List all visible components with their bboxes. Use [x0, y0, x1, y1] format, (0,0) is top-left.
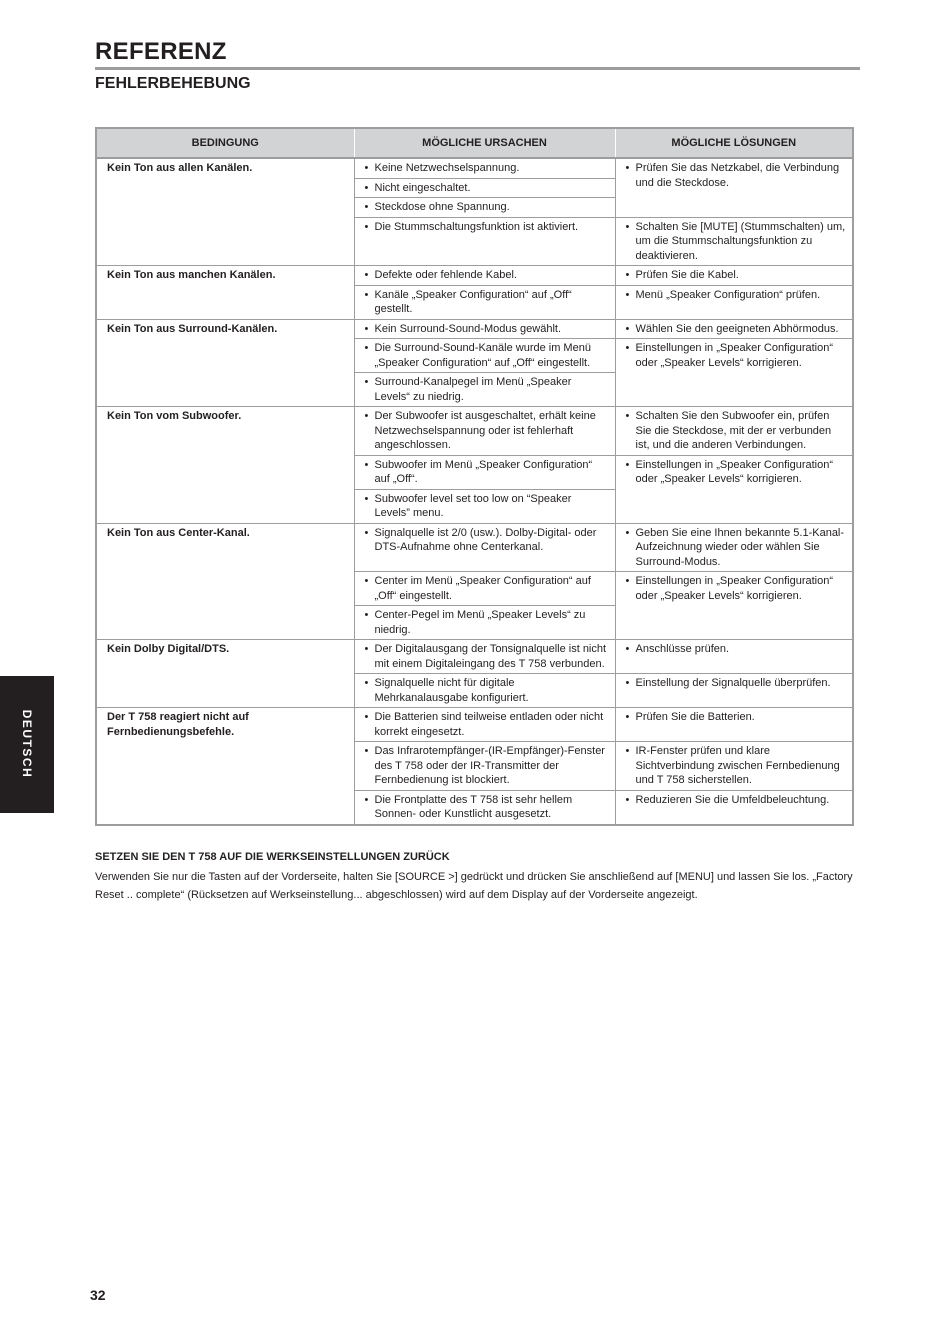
solution-cell: • IR-Fenster prüfen und klare Sichtverbindung zwischen Fernbedienung und T 758 sicherstellen.: [615, 742, 852, 791]
cause-cell: • Center-Pegel im Menü „Speaker Levels“ zu niedrig.: [354, 606, 615, 640]
cause-text: Das Infrarotempfänger-(IR-Empfänger)-Fenster des T 758 oder der IR-Transmitter der Fernbedienung ist blockiert.: [374, 745, 605, 786]
solution-cell: • Menü „Speaker Configuration“ prüfen.: [615, 285, 852, 319]
solution-text: Prüfen Sie die Batterien.: [635, 711, 755, 723]
cause-cell: • Subwoofer level set too low on “Speaker Levels” menu.: [354, 489, 615, 523]
table-header-row: [97, 129, 852, 158]
table-row: [97, 158, 852, 178]
solution-text: Einstellungen in „Speaker Configuration“ oder „Speaker Levels“ korrigieren.: [635, 342, 834, 369]
cause-cell: • Die Stummschaltungsfunktion ist aktiviert.: [354, 217, 615, 266]
cause-cell: • Die Batterien sind teilweise entladen oder nicht korrekt eingesetzt.: [354, 708, 615, 742]
column-header-solutions: MÖGLICHE LÖSUNGEN: [615, 129, 852, 158]
cause-cell: • Nicht eingeschaltet.: [354, 178, 615, 198]
column-header-condition: BEDINGUNG: [97, 129, 354, 158]
solution-text: Einstellung der Signalquelle überprüfen.: [635, 677, 831, 689]
solution-text: Schalten Sie [MUTE] (Stummschalten) um, um die Stummschaltungsfunktion zu deaktivieren.: [635, 220, 846, 262]
reset-heading: SETZEN SIE DEN T 758 AUF DIE WERKSEINSTELLUNGEN ZURÜCK: [95, 851, 450, 863]
condition-cell: Kein Ton aus allen Kanälen.: [97, 158, 354, 266]
cause-text: Nicht eingeschaltet.: [374, 181, 471, 194]
solution-text: Prüfen Sie das Netzkabel, die Verbindung und die Steckdose.: [635, 162, 840, 189]
cause-cell: • Signalquelle ist 2/0 (usw.). Dolby-Digital- oder DTS-Aufnahme ohne Centerkanal.: [354, 523, 615, 572]
cause-cell: • Steckdose ohne Spannung.: [354, 198, 615, 218]
cause-text: Der Digitalausgang der Tonsignalquelle ist nicht mit einem Digitaleingang des T 758 verbunden.: [374, 643, 607, 670]
cause-text: Signalquelle ist 2/0 (usw.). Dolby-Digital- oder DTS-Aufnahme ohne Centerkanal.: [374, 526, 597, 553]
cause-cell: • Die Frontplatte des T 758 ist sehr hellem Sonnen- oder Kunstlicht ausgesetzt.: [354, 790, 615, 824]
cause-text: Center-Pegel im Menü „Speaker Levels“ zu niedrig.: [374, 609, 586, 636]
condition-cell: Kein Ton vom Subwoofer.: [97, 407, 354, 524]
language-tab: [0, 676, 54, 813]
cause-cell: • Center im Menü „Speaker Configuration“ auf „Off“ eingestellt.: [354, 572, 615, 606]
cause-cell: • Surround-Kanalpegel im Menü „Speaker Levels“ zu niedrig.: [354, 373, 615, 407]
cause-text: Subwoofer im Menü „Speaker Configuration“ auf „Off“.: [374, 458, 593, 485]
condition-cell: Kein Ton aus Surround-Kanälen.: [97, 319, 354, 407]
cause-text: Der Subwoofer ist ausgeschaltet, erhält keine Netzwechselspannung oder ist fehlerhaft angeschlossen.: [374, 410, 596, 451]
cause-text: Kanäle „Speaker Configuration“ auf „Off“ gestellt.: [374, 288, 572, 315]
solution-text: Einstellungen in „Speaker Configuration“ oder „Speaker Levels“ korrigieren.: [635, 458, 834, 485]
cause-cell: • Defekte oder fehlende Kabel.: [354, 266, 615, 286]
condition-cell: Kein Ton aus manchen Kanälen.: [97, 266, 354, 320]
solution-text: Einstellungen in „Speaker Configuration“ oder „Speaker Levels“ korrigieren.: [635, 575, 834, 602]
solution-cell: • Wählen Sie den geeigneten Abhörmodus.: [615, 319, 852, 339]
cause-text: Die Surround-Sound-Kanäle wurde im Menü „Speaker Configuration“ auf „Off“ eingestellt.: [374, 342, 591, 369]
cause-text: Subwoofer level set too low on “Speaker Levels” menu.: [374, 492, 572, 519]
solution-text: Menü „Speaker Configuration“ prüfen.: [635, 288, 821, 301]
solution-cell: • Prüfen Sie die Batterien.: [615, 708, 852, 742]
cause-cell: • Die Surround-Sound-Kanäle wurde im Menü „Speaker Configuration“ auf „Off“ eingestellt.: [354, 339, 615, 373]
troubleshooting-table: [95, 127, 854, 826]
section-title: FEHLERBEHEBUNG: [95, 75, 251, 92]
solution-cell: • Schalten Sie [MUTE] (Stummschalten) um, um die Stummschaltungsfunktion zu deaktivieren.: [615, 217, 852, 266]
cause-text: Keine Netzwechselspannung.: [374, 162, 520, 174]
table-row: [97, 640, 852, 674]
cause-text: Die Stummschaltungsfunktion ist aktiviert.: [374, 220, 579, 233]
condition-cell: Kein Dolby Digital/DTS.: [97, 640, 354, 708]
solution-text: Wählen Sie den geeigneten Abhörmodus.: [635, 322, 839, 335]
cause-text: Signalquelle nicht für digitale Mehrkanalausgabe konfiguriert.: [374, 677, 529, 704]
solution-cell: • Prüfen Sie das Netzkabel, die Verbindung und die Steckdose.: [615, 158, 852, 217]
cause-cell: • Der Digitalausgang der Tonsignalquelle ist nicht mit einem Digitaleingang des T 758 verbunden.: [354, 640, 615, 674]
solution-cell: • Einstellungen in „Speaker Configuration“ oder „Speaker Levels“ korrigieren.: [615, 339, 852, 407]
language-tab-label: DEUTSCH: [20, 709, 34, 779]
cause-cell: • Keine Netzwechselspannung.: [354, 158, 615, 178]
solution-cell: • Prüfen Sie die Kabel.: [615, 266, 852, 286]
cause-cell: • Das Infrarotempfänger-(IR-Empfänger)-Fenster des T 758 oder der IR-Transmitter der Fernbedienung ist blockiert.: [354, 742, 615, 791]
cause-cell: • Kanäle „Speaker Configuration“ auf „Off“ gestellt.: [354, 285, 615, 319]
table-row: [97, 708, 852, 742]
solution-cell: • Schalten Sie den Subwoofer ein, prüfen Sie die Steckdose, mit der er verbunden ist, und die anderen Verbindungen.: [615, 407, 852, 456]
cause-text: Defekte oder fehlende Kabel.: [374, 269, 517, 281]
cause-text: Kein Surround-Sound-Modus gewählt.: [374, 322, 562, 335]
solution-text: Geben Sie eine Ihnen bekannte 5.1-Kanal-Aufzeichnung wieder oder wählen Sie Surround-Modus.: [635, 526, 845, 568]
solution-cell: • Geben Sie eine Ihnen bekannte 5.1-Kanal-Aufzeichnung wieder oder wählen Sie Surround-Modus.: [615, 523, 852, 572]
solution-text: Anschlüsse prüfen.: [635, 643, 730, 655]
cause-cell: • Der Subwoofer ist ausgeschaltet, erhält keine Netzwechselspannung oder ist fehlerhaft angeschlossen.: [354, 407, 615, 456]
cause-text: Die Batterien sind teilweise entladen oder nicht korrekt eingesetzt.: [374, 711, 604, 738]
cause-cell: • Subwoofer im Menü „Speaker Configuration“ auf „Off“.: [354, 455, 615, 489]
solution-text: Schalten Sie den Subwoofer ein, prüfen Sie die Steckdose, mit der er verbunden ist, und die anderen Verbindungen.: [635, 410, 832, 451]
table-row: [97, 523, 852, 572]
cause-text: Steckdose ohne Spannung.: [374, 201, 510, 213]
solution-cell: • Einstellung der Signalquelle überprüfen.: [615, 674, 852, 708]
solution-cell: • Reduzieren Sie die Umfeldbeleuchtung.: [615, 790, 852, 824]
solution-text: IR-Fenster prüfen und klare Sichtverbindung zwischen Fernbedienung und T 758 sicherstellen.: [635, 745, 840, 786]
reset-body: Verwenden Sie nur die Tasten auf der Vorderseite, halten Sie [SOURCE >] gedrückt und drücken Sie anschließend auf [MENU] und lassen Sie los. „Factory Reset .. complete“ (Rücksetzen auf Werkseinstellung... abgeschlossen) wird auf dem Display auf der Vorderseite angezeigt.: [95, 871, 853, 901]
condition-cell: Kein Ton aus Center-Kanal.: [97, 523, 354, 640]
solution-cell: • Anschlüsse prüfen.: [615, 640, 852, 674]
solution-text: Reduzieren Sie die Umfeldbeleuchtung.: [635, 793, 830, 806]
table-row: [97, 266, 852, 286]
solution-text: Prüfen Sie die Kabel.: [635, 269, 739, 281]
cause-text: Center im Menü „Speaker Configuration“ auf „Off“ eingestellt.: [374, 575, 591, 602]
cause-cell: • Kein Surround-Sound-Modus gewählt.: [354, 319, 615, 339]
page-title: REFERENZ: [95, 38, 227, 65]
column-header-causes: MÖGLICHE URSACHEN: [354, 129, 615, 158]
title-rule: [95, 67, 860, 70]
table-row: [97, 319, 852, 339]
solution-cell: • Einstellungen in „Speaker Configuration“ oder „Speaker Levels“ korrigieren.: [615, 572, 852, 640]
condition-cell: Der T 758 reagiert nicht auf Fernbedienungsbefehle.: [97, 708, 354, 824]
table-row: [97, 407, 852, 456]
cause-text: Surround-Kanalpegel im Menü „Speaker Levels“ zu niedrig.: [374, 376, 572, 403]
solution-cell: • Einstellungen in „Speaker Configuration“ oder „Speaker Levels“ korrigieren.: [615, 455, 852, 523]
cause-cell: • Signalquelle nicht für digitale Mehrkanalausgabe konfiguriert.: [354, 674, 615, 708]
cause-text: Die Frontplatte des T 758 ist sehr hellem Sonnen- oder Kunstlicht ausgesetzt.: [374, 793, 573, 820]
page-number: 32: [90, 1287, 106, 1303]
